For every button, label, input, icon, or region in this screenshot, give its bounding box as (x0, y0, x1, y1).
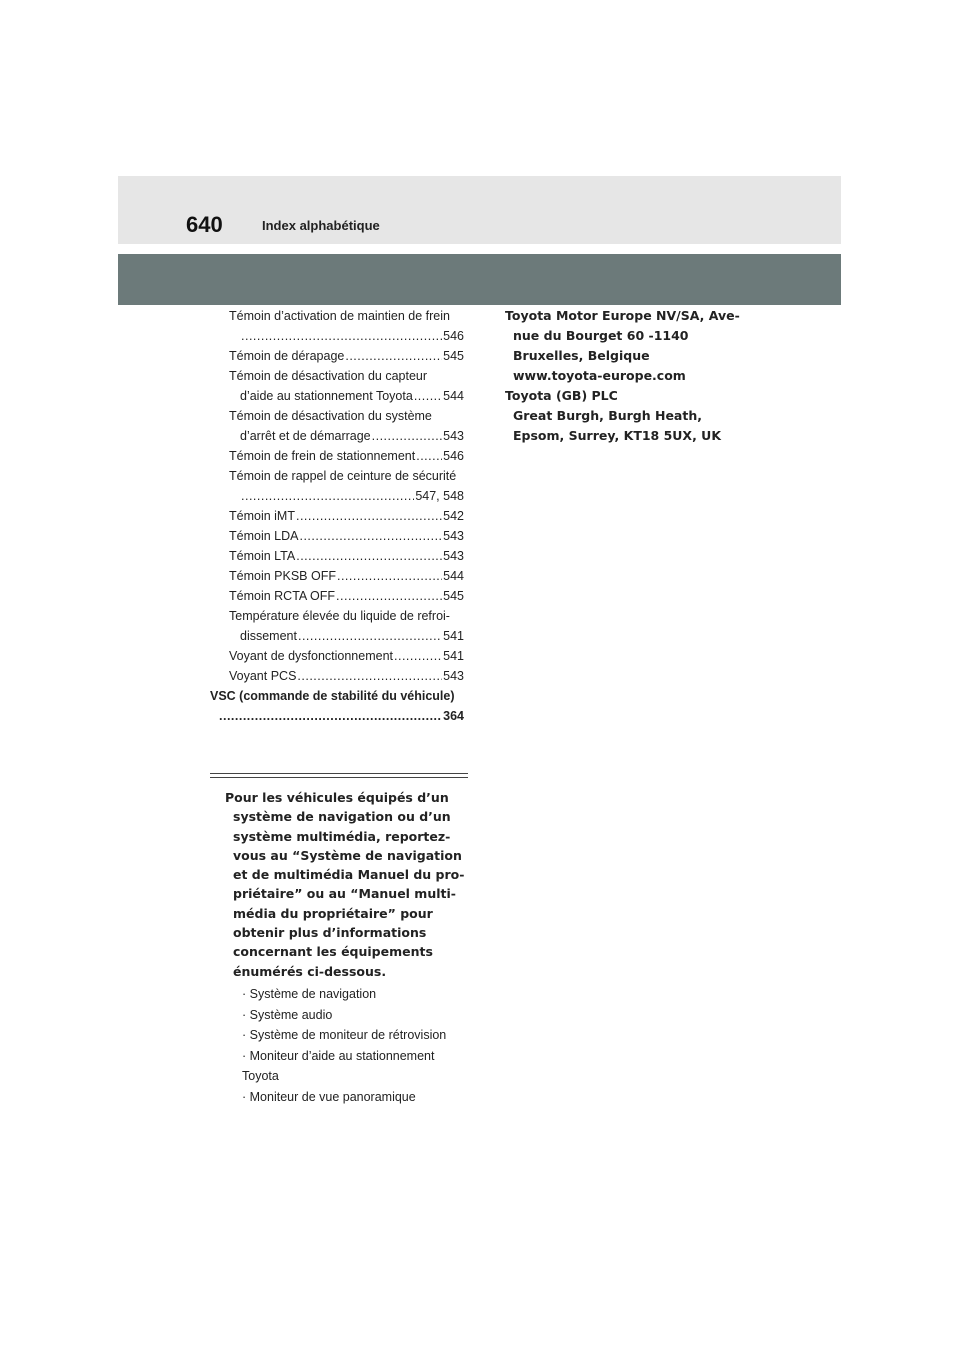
equipment-list (242, 984, 472, 1107)
address-block (505, 306, 765, 446)
address-line: nue du Bourget 60 -1140 (513, 328, 689, 343)
index-entry-text: Témoin LTA (229, 549, 296, 563)
index-entry (210, 326, 464, 346)
page-ref: 546 (443, 329, 464, 343)
list-item: · Moniteur d’aide au stationnement (242, 1048, 435, 1063)
page-ref: 545 (443, 589, 464, 603)
notice-line: système multimédia, reportez- (233, 828, 451, 844)
page-number: 640 (186, 212, 223, 237)
notice-line: média du propriétaire” pour (233, 905, 433, 921)
navigation-notice (225, 788, 470, 981)
page-ref: 542 (443, 509, 464, 523)
address-line: Great Burgh, Burgh Heath, (513, 408, 702, 423)
list-item: · Système audio (242, 1007, 333, 1022)
index-entry (210, 346, 464, 366)
notice-line: priétaire” ou au “Manuel multi- (233, 886, 456, 902)
index-entry-text: Témoin iMT (229, 509, 295, 523)
address-line: Toyota (GB) PLC (505, 388, 618, 403)
address-line: Bruxelles, Belgique (513, 348, 650, 363)
index-entry-text: d’arrêt et de démarrage (240, 429, 371, 443)
address-line: Toyota Motor Europe NV/SA, Ave- (505, 308, 740, 323)
address-line: www.toyota-europe.com (513, 368, 686, 383)
index-entry (210, 426, 464, 446)
index-entry-text: Témoin PKSB OFF (229, 569, 336, 583)
index-entry (210, 526, 464, 546)
page-ref: 543 (443, 529, 464, 543)
index-entry (210, 486, 464, 506)
page-ref: 541 (443, 629, 464, 643)
index-entry-text: Témoin LDA (229, 529, 299, 543)
index-entry (210, 646, 464, 666)
index-entry-text: Témoin d’activation de maintien de frein (229, 309, 450, 323)
notice-line: et de multimédia Manuel du pro- (233, 867, 465, 883)
index-entry (210, 546, 464, 566)
index-entry-text: Témoin de rappel de ceinture de sécurité (229, 469, 457, 483)
index-entry-text: Température élevée du liquide de refroi- (229, 609, 450, 623)
page-ref: 545 (443, 349, 464, 363)
page-ref: 543 (443, 549, 464, 563)
index-entry-text: Témoin de dérapage (229, 349, 345, 363)
index-entry-text: d’aide au stationnement Toyota (240, 389, 413, 403)
index-column-left (210, 306, 464, 726)
divider (210, 773, 468, 774)
list-item: · Système de moniteur de rétrovision (242, 1028, 447, 1042)
notice-line: vous au “Système de navigation (233, 847, 462, 863)
index-entry (210, 666, 464, 686)
page-ref: 541 (443, 649, 464, 663)
header-band (118, 176, 841, 244)
index-entry (210, 446, 464, 466)
notice-line: obtenir plus d’informations (233, 925, 427, 941)
index-entry-text: Témoin de désactivation du système (229, 409, 432, 423)
index-entry-text: Témoin RCTA OFF (229, 589, 336, 603)
index-entry-text: dissement (240, 629, 297, 643)
page-ref: 546 (443, 449, 464, 463)
index-heading (210, 686, 464, 706)
page-ref: 543 (443, 429, 464, 443)
divider (210, 777, 468, 778)
section-title: Index alphabétique (262, 218, 380, 233)
index-entry-text: Voyant de dysfonctionnement (229, 649, 394, 663)
page-ref: 364 (443, 709, 464, 723)
page-ref: 544 (443, 569, 464, 583)
notice-line: Pour les véhicules équipés d’un (225, 790, 449, 805)
index-entry (210, 566, 464, 586)
index-entry-text: Témoin de frein de stationnement (229, 449, 416, 463)
list-item: Toyota (242, 1069, 279, 1083)
index-entry-text: Témoin de désactivation du capteur (229, 369, 428, 383)
section-banner (118, 254, 841, 305)
index-entry-text: Voyant PCS (229, 669, 297, 683)
index-entry (210, 386, 464, 406)
index-entry (210, 706, 464, 726)
page-ref: 547, 548 (415, 489, 464, 503)
list-item: · Moniteur de vue panoramique (242, 1089, 416, 1104)
index-entry (210, 506, 464, 526)
notice-line: système de navigation ou d’un (233, 809, 451, 825)
page-ref: 544 (443, 389, 464, 403)
address-line: Epsom, Surrey, KT18 5UX, UK (513, 428, 722, 443)
index-entry (210, 586, 464, 606)
page-ref: 543 (443, 669, 464, 683)
notice-line: énumérés ci-dessous. (233, 963, 387, 979)
index-heading-text: VSC (commande de stabilité du véhicule) (210, 689, 455, 703)
list-item: · Système de navigation (242, 987, 377, 1001)
index-entry (210, 626, 464, 646)
notice-line: concernant les équipements (233, 944, 433, 960)
